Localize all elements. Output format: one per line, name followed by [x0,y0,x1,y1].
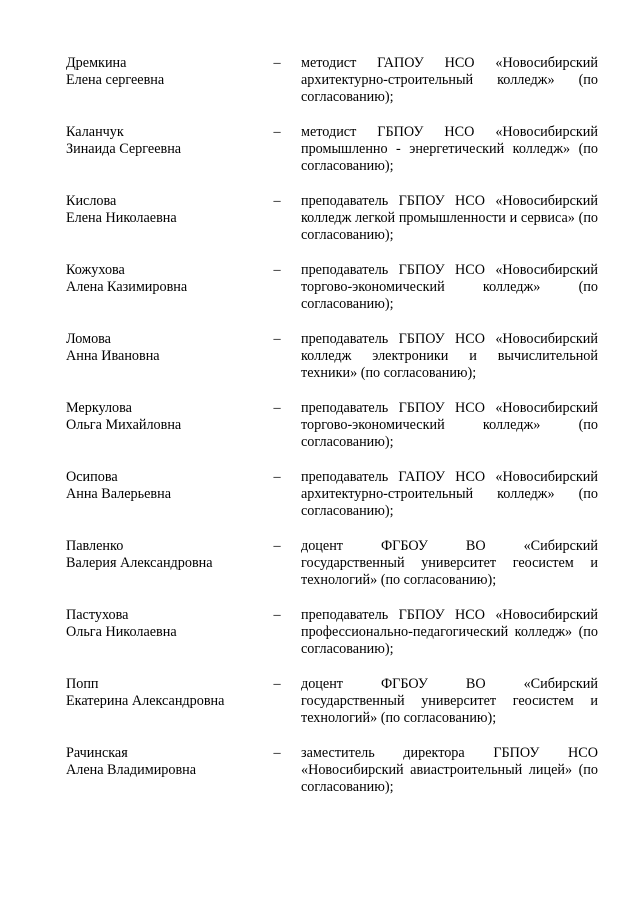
separator-dash: – [273,262,281,278]
member-given-names: Зинаида Сергеевна [66,141,182,157]
member-name [66,55,266,89]
member-surname: Попп [66,676,99,692]
member-given-names: Анна Валерьевна [66,486,171,502]
member-entry [66,676,598,728]
member-position: преподаватель ГБПОУ НСО «Новосибирский торгово-экономический колледж» (по согласованию); [301,400,598,450]
member-surname: Ломова [66,331,111,347]
member-position: доцент ФГБОУ ВО «Сибирский государственный университет геосистем и технологий» (по согласованию); [301,676,598,726]
separator-dash: – [273,676,281,692]
member-name [66,400,266,434]
member-name [66,607,266,641]
member-position: методист ГАПОУ НСО «Новосибирский архитектурно-строительный колледж» (по согласованию); [301,55,598,105]
member-given-names: Екатерина Александровна [66,693,225,709]
separator-dash: – [273,400,281,416]
member-position: преподаватель ГАПОУ НСО «Новосибирский архитектурно-строительный колледж» (по согласованию); [301,469,598,519]
member-surname: Павленко [66,538,124,554]
member-surname: Дремкина [66,55,127,71]
member-entry [66,745,598,797]
member-surname: Рачинская [66,745,128,761]
member-position: преподаватель ГБПОУ НСО «Новосибирский торгово-экономический колледж» (по согласованию); [301,262,598,312]
member-surname: Меркулова [66,400,132,416]
member-name [66,745,266,779]
member-entry [66,607,598,659]
member-entry [66,262,598,314]
member-entry [66,124,598,176]
member-entry [66,469,598,521]
member-entry [66,400,598,452]
separator-dash: – [273,607,281,623]
member-given-names: Валерия Александровна [66,555,213,571]
separator-dash: – [273,538,281,554]
member-position: доцент ФГБОУ ВО «Сибирский государственный университет геосистем и технологий» (по согласованию); [301,538,598,588]
member-name [66,193,266,227]
separator-dash: – [273,331,281,347]
member-position: преподаватель ГБПОУ НСО «Новосибирский колледж электроники и вычислительной техники» (по согласованию); [301,331,598,381]
member-given-names: Алена Казимировна [66,279,188,295]
member-surname: Каланчук [66,124,124,140]
member-name [66,538,266,572]
member-name [66,676,266,710]
member-entry [66,538,598,590]
member-given-names: Ольга Михайловна [66,417,182,433]
separator-dash: – [273,193,281,209]
member-position: методист ГБПОУ НСО «Новосибирский промышленно - энергетический колледж» (по согласованию); [301,124,598,174]
member-position: преподаватель ГБПОУ НСО «Новосибирский профессионально-педагогический колледж» (по согласованию); [301,607,598,657]
member-given-names: Елена сергеевна [66,72,165,88]
member-position: преподаватель ГБПОУ НСО «Новосибирский колледж легкой промышленности и сервиса» (по согласованию); [301,193,598,243]
separator-dash: – [273,469,281,485]
member-entry [66,193,598,245]
member-given-names: Анна Ивановна [66,348,160,364]
member-given-names: Ольга Николаевна [66,624,177,640]
member-given-names: Алена Владимировна [66,762,197,778]
member-position: заместитель директора ГБПОУ НСО «Новосибирский авиастроительный лицей» (по согласованию); [301,745,598,795]
separator-dash: – [273,55,281,71]
separator-dash: – [273,745,281,761]
member-name [66,262,266,296]
member-name [66,124,266,158]
member-given-names: Елена Николаевна [66,210,177,226]
member-name [66,469,266,503]
member-surname: Кожухова [66,262,125,278]
member-surname: Кислова [66,193,117,209]
member-name [66,331,266,365]
member-entry [66,331,598,383]
separator-dash: – [273,124,281,140]
member-entry [66,55,598,107]
member-surname: Осипова [66,469,118,485]
member-surname: Пастухова [66,607,129,623]
